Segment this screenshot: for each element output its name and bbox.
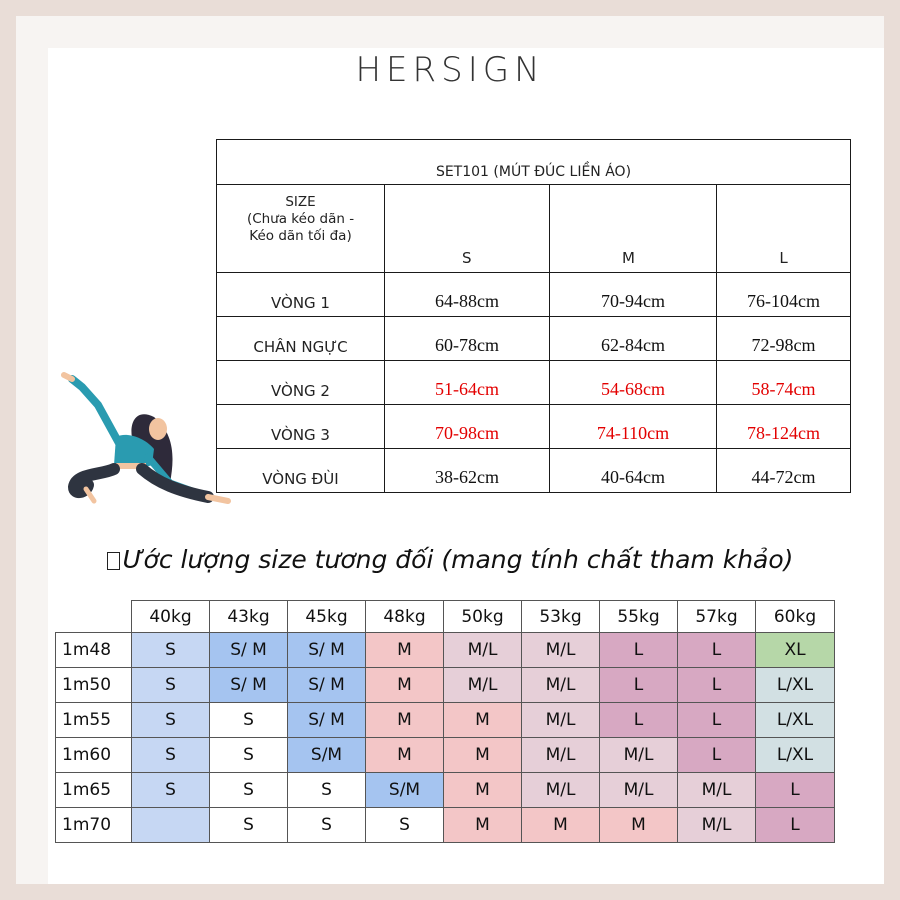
- size-cell: L: [756, 808, 835, 843]
- size-cell: S: [132, 633, 210, 668]
- grid-row: [56, 633, 835, 668]
- measure-value-highlight: 70-98cm: [385, 405, 550, 449]
- measure-label: VÒNG 2: [217, 361, 385, 405]
- size-cell: M/L: [444, 668, 522, 703]
- size-cell: S/ M: [210, 633, 288, 668]
- estimate-heading: [0, 545, 900, 574]
- size-col-m: M: [550, 185, 717, 273]
- size-cell: S/M: [288, 738, 366, 773]
- size-cell: M: [444, 808, 522, 843]
- size-header-cell: [217, 185, 385, 273]
- weight-header: 45kg: [288, 601, 366, 633]
- size-cell: S: [132, 773, 210, 808]
- size-cell: M/L: [444, 633, 522, 668]
- measure-label: VÒNG 1: [217, 273, 385, 317]
- size-cell: L/XL: [756, 703, 835, 738]
- yoga-woman-icon: [58, 365, 238, 515]
- size-cell: M: [444, 703, 522, 738]
- size-cell: M/L: [600, 773, 678, 808]
- measure-value: 44-72cm: [717, 449, 851, 493]
- measure-value: 40-64cm: [550, 449, 717, 493]
- grid-row: [56, 773, 835, 808]
- size-chart-table: [216, 139, 851, 493]
- grid-row: [56, 703, 835, 738]
- height-label: 1m70: [56, 808, 132, 843]
- height-label: 1m60: [56, 738, 132, 773]
- size-cell: L: [600, 633, 678, 668]
- size-cell: L/XL: [756, 738, 835, 773]
- size-cell: M: [366, 633, 444, 668]
- measure-value: 72-98cm: [717, 317, 851, 361]
- size-cell: L: [756, 773, 835, 808]
- size-cell: S/ M: [288, 668, 366, 703]
- height-label: 1m65: [56, 773, 132, 808]
- checkbox-glyph-icon: [107, 552, 120, 570]
- size-chart-title: SET101 (MÚT ĐÚC LIỀN ÁO): [217, 140, 851, 185]
- size-col-s: S: [385, 185, 550, 273]
- size-cell: M/L: [678, 773, 756, 808]
- estimate-heading-text: Ước lượng size tương đối (mang tính chất tham khảo): [122, 545, 794, 574]
- height-label: 1m48: [56, 633, 132, 668]
- size-cell: M: [366, 703, 444, 738]
- measure-value: 38-62cm: [385, 449, 550, 493]
- size-header-line: (Chưa kéo dãn -: [246, 211, 355, 227]
- measure-value-highlight: 51-64cm: [385, 361, 550, 405]
- measure-value: 76-104cm: [717, 273, 851, 317]
- weight-header: 57kg: [678, 601, 756, 633]
- measure-label: VÒNG ĐÙI: [217, 449, 385, 493]
- size-cell: M/L: [522, 703, 600, 738]
- measure-value-highlight: 58-74cm: [717, 361, 851, 405]
- grid-corner: [56, 601, 132, 633]
- measure-label: CHÂN NGỰC: [217, 317, 385, 361]
- size-cell: XL: [756, 633, 835, 668]
- size-cell: L: [600, 668, 678, 703]
- height-label: 1m55: [56, 703, 132, 738]
- size-cell: M: [444, 738, 522, 773]
- measure-value-highlight: 74-110cm: [550, 405, 717, 449]
- size-cell: S: [366, 808, 444, 843]
- grid-row: [56, 668, 835, 703]
- size-cell: M/L: [600, 738, 678, 773]
- measure-value: 70-94cm: [550, 273, 717, 317]
- size-cell: S: [288, 808, 366, 843]
- size-estimate-grid: [55, 600, 835, 843]
- size-cell: M: [522, 808, 600, 843]
- size-cell: L: [678, 738, 756, 773]
- size-cell: S/ M: [288, 703, 366, 738]
- brand-logo: HERSIGN: [355, 50, 545, 90]
- size-cell: M: [366, 668, 444, 703]
- weight-header: 55kg: [600, 601, 678, 633]
- measure-value-highlight: 78-124cm: [717, 405, 851, 449]
- measure-value: 62-84cm: [550, 317, 717, 361]
- size-cell: M: [444, 773, 522, 808]
- size-cell: L: [678, 668, 756, 703]
- size-col-l: L: [717, 185, 851, 273]
- size-header-line: SIZE: [285, 194, 316, 210]
- height-label: 1m50: [56, 668, 132, 703]
- size-cell: S/ M: [288, 633, 366, 668]
- size-cell: S/M: [366, 773, 444, 808]
- weight-header: 60kg: [756, 601, 835, 633]
- size-cell: S: [210, 808, 288, 843]
- weight-header: 48kg: [366, 601, 444, 633]
- size-cell: S: [132, 668, 210, 703]
- size-cell: [132, 808, 210, 843]
- size-cell: M: [366, 738, 444, 773]
- weight-header: 50kg: [444, 601, 522, 633]
- size-cell: S: [210, 773, 288, 808]
- size-cell: S: [132, 703, 210, 738]
- size-cell: S: [288, 773, 366, 808]
- size-cell: M: [600, 808, 678, 843]
- grid-row: [56, 808, 835, 843]
- size-cell: L/XL: [756, 668, 835, 703]
- size-cell: M/L: [522, 773, 600, 808]
- grid-row: [56, 738, 835, 773]
- size-cell: M/L: [522, 738, 600, 773]
- measure-value-highlight: 54-68cm: [550, 361, 717, 405]
- size-header-line: Kéo dãn tối đa): [249, 228, 352, 244]
- weight-header: 40kg: [132, 601, 210, 633]
- measure-label: VÒNG 3: [217, 405, 385, 449]
- weight-header: 53kg: [522, 601, 600, 633]
- measure-value: 60-78cm: [385, 317, 550, 361]
- size-cell: S: [210, 738, 288, 773]
- size-cell: S: [132, 738, 210, 773]
- measure-value: 64-88cm: [385, 273, 550, 317]
- size-cell: L: [678, 633, 756, 668]
- size-cell: S: [210, 703, 288, 738]
- size-cell: S/ M: [210, 668, 288, 703]
- size-cell: M/L: [522, 668, 600, 703]
- size-cell: L: [678, 703, 756, 738]
- size-cell: M/L: [678, 808, 756, 843]
- size-cell: L: [600, 703, 678, 738]
- weight-header: 43kg: [210, 601, 288, 633]
- size-cell: M/L: [522, 633, 600, 668]
